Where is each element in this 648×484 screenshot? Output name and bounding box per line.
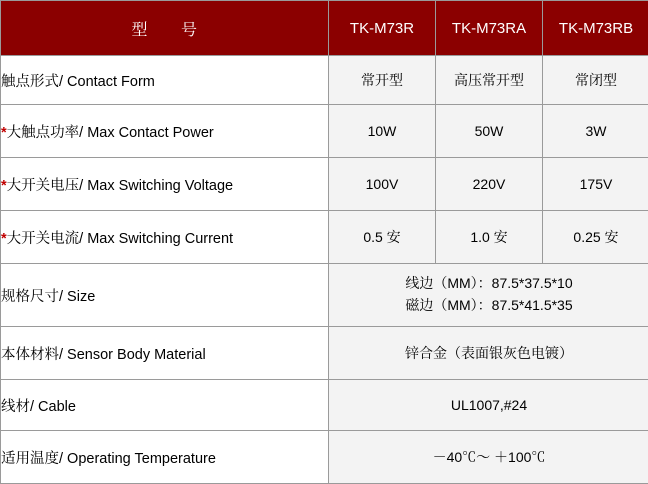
row-label-max-switching-current xyxy=(1,211,329,264)
table-header-row xyxy=(1,1,648,56)
table-row xyxy=(1,380,648,431)
row-label-text: 规格尺寸/ Size xyxy=(1,289,95,305)
row-label-text: 适用温度/ Operating Temperature xyxy=(1,451,216,467)
header-model-label xyxy=(1,1,329,56)
row-label-text: 触点形式/ Contact Form xyxy=(1,74,155,90)
size-line-wire: 线边（MM）：87.5*37.5*10 xyxy=(329,273,648,295)
cell-max-switching-current-m73ra: 1.0 安 xyxy=(436,211,543,264)
table-row xyxy=(1,56,648,105)
cell-max-contact-power-m73ra: 50W xyxy=(436,105,543,158)
required-star: * xyxy=(1,125,7,141)
required-star: * xyxy=(1,231,7,247)
cell-contact-form-m73r: 常开型 xyxy=(329,56,436,105)
cell-contact-form-m73rb: 常闭型 xyxy=(543,56,648,105)
cell-max-switching-current-m73rb: 0.25 安 xyxy=(543,211,648,264)
row-label-text: 线材/ Cable xyxy=(1,399,76,415)
header-column-0: TK-M73R xyxy=(329,1,436,56)
row-label-text: 本体材料/ Sensor Body Material xyxy=(1,347,206,363)
row-label-text: 大开关电压/ Max Switching Voltage xyxy=(7,178,233,194)
table-row xyxy=(1,211,648,264)
row-label-text: 大触点功率/ Max Contact Power xyxy=(7,125,214,141)
cell-operating-temperature-value: －40℃～ ＋100℃ xyxy=(329,431,648,484)
table-row xyxy=(1,105,648,158)
header-column-1: TK-M73RA xyxy=(436,1,543,56)
row-label-cable xyxy=(1,380,329,431)
row-label-size xyxy=(1,264,329,327)
cell-max-switching-voltage-m73r: 100V xyxy=(329,158,436,211)
cell-contact-form-m73ra: 高压常开型 xyxy=(436,56,543,105)
cell-max-switching-voltage-m73rb: 175V xyxy=(543,158,648,211)
table-row xyxy=(1,264,648,327)
table-row xyxy=(1,327,648,380)
row-label-max-switching-voltage xyxy=(1,158,329,211)
table-row xyxy=(1,158,648,211)
row-label-contact-form xyxy=(1,56,329,105)
table-row xyxy=(1,431,648,484)
cell-max-switching-voltage-m73ra: 220V xyxy=(436,158,543,211)
cell-size-value xyxy=(329,264,648,327)
cell-sensor-body-material-value: 锌合金（表面银灰色电镀） xyxy=(329,327,648,380)
row-label-sensor-body-material xyxy=(1,327,329,380)
required-star: * xyxy=(1,178,7,194)
row-label-max-contact-power xyxy=(1,105,329,158)
header-column-2: TK-M73RB xyxy=(543,1,648,56)
size-line-magnet: 磁边（MM）：87.5*41.5*35 xyxy=(329,295,648,317)
cell-max-contact-power-m73r: 10W xyxy=(329,105,436,158)
row-label-text: 大开关电流/ Max Switching Current xyxy=(7,231,233,247)
cell-max-switching-current-m73r: 0.5 安 xyxy=(329,211,436,264)
cell-cable-value: UL1007,#24 xyxy=(329,380,648,431)
cell-max-contact-power-m73rb: 3W xyxy=(543,105,648,158)
header-model-text: 型 号 xyxy=(131,22,197,39)
row-label-operating-temperature xyxy=(1,431,329,484)
